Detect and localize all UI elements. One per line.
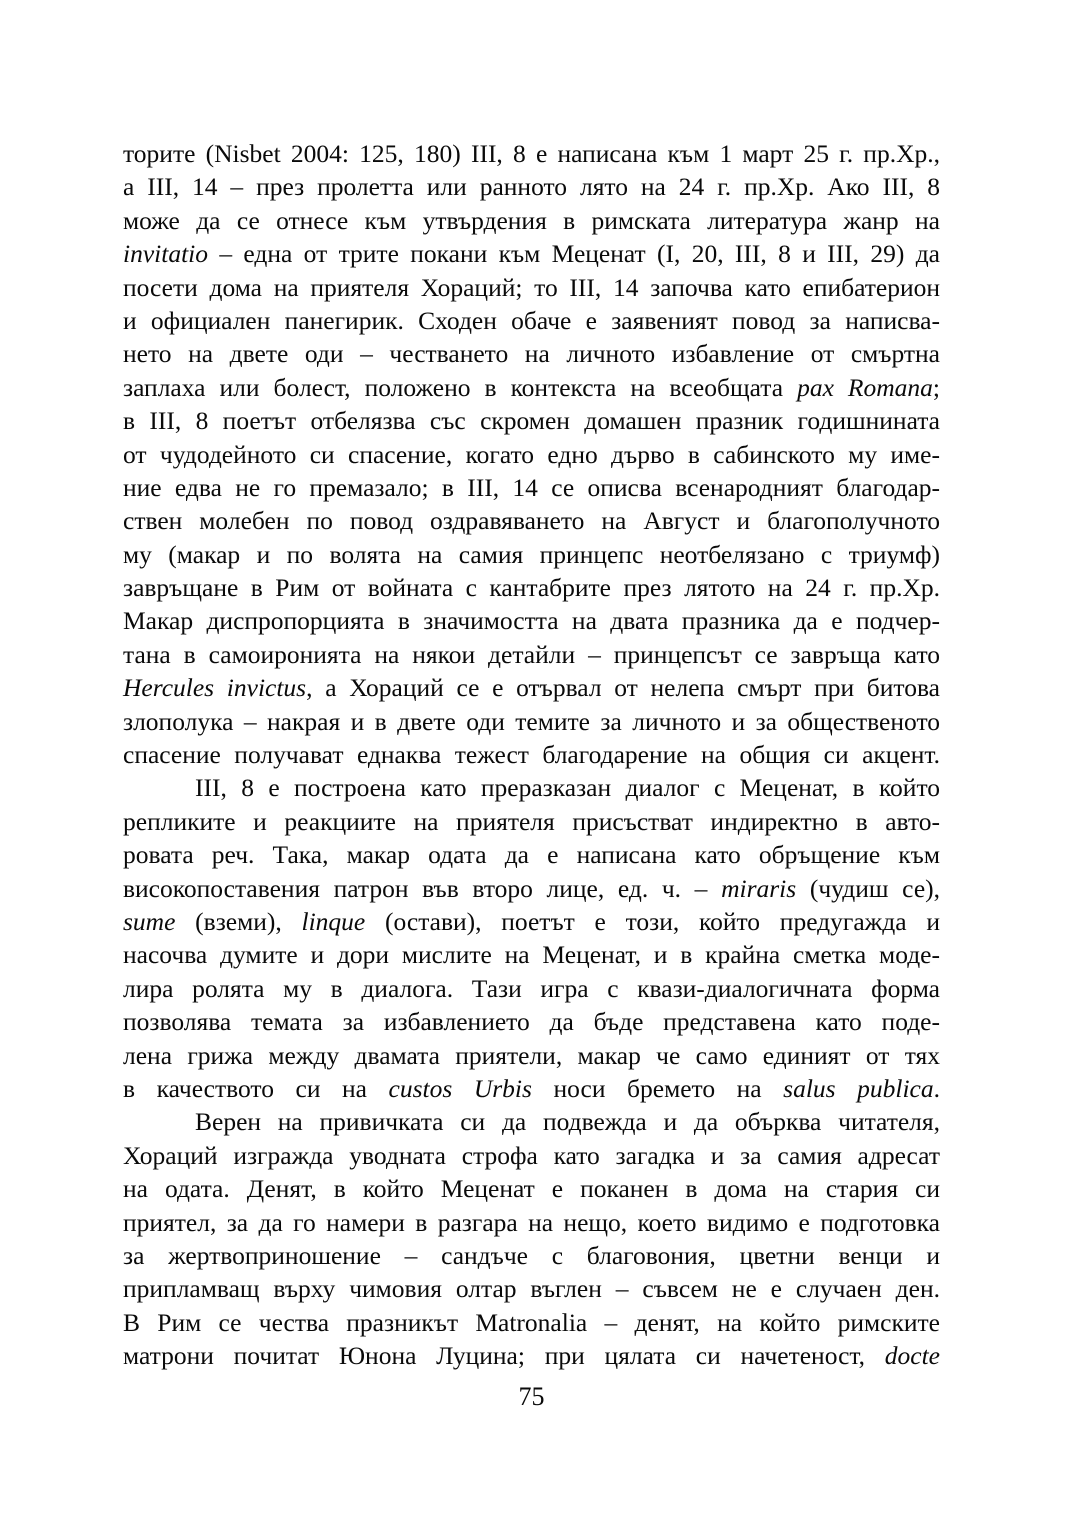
text-segment: позволява темата за избавлението да бъде представена като поде- <box>123 1007 940 1037</box>
text-line-content <box>123 406 940 435</box>
text-line <box>123 1005 940 1038</box>
italic-phrase: linque <box>301 906 366 936</box>
text-line-content <box>123 139 940 168</box>
text-line <box>123 1206 940 1239</box>
text-segment: Верен на привичката си да подвежда и да обърква читателя, <box>195 1107 940 1137</box>
text-line <box>123 538 940 571</box>
text-line <box>123 271 940 304</box>
text-segment: III, 8 е построена като преразказан диалог с Меценат, в който <box>195 773 940 803</box>
text-segment: носи бремето на <box>531 1073 784 1103</box>
text-line <box>123 471 940 504</box>
text-segment: заплаха или болест, положено в контекста на всеобщата <box>123 372 798 402</box>
text-line <box>123 237 940 270</box>
text-line-content <box>123 573 940 602</box>
text-line <box>123 1139 940 1172</box>
text-line <box>123 838 940 871</box>
text-line-content <box>123 840 940 869</box>
text-segment: торите (Nisbet 2004: 125, 180) III, 8 е написана към 1 март 25 г. пр.Хр., <box>123 139 940 168</box>
text-line <box>123 805 940 838</box>
text-line <box>123 438 940 471</box>
text-segment: за жертвоприношение – сандъче с благовония, цветни венци и <box>123 1240 940 1270</box>
text-segment: може да се отнесе към утвърдения в римската литература жанр на <box>123 205 940 235</box>
text-line-content <box>123 1341 940 1370</box>
text-line-content <box>123 1174 940 1203</box>
text-line-content <box>123 606 940 635</box>
text-segment: тана в самоиронията на някои детайли – принцепсът се завръща като <box>123 639 940 669</box>
text-segment: му (макар и по волята на самия принцепс неотбелязано с триумф) <box>123 539 940 569</box>
text-line-content <box>195 1107 940 1136</box>
text-segment: ствен молебен по повод оздравяването на Август и благополучното <box>123 506 940 536</box>
text-segment: репликите и реакциите на приятеля присъстват индиректно в авто- <box>123 806 940 836</box>
text-segment: В Рим се чества празникът Matronalia – денят, на който римските <box>123 1307 940 1337</box>
text-segment: а III, 14 – през пролетта или ранното лято на 24 г. пр.Хр. Ако III, 8 <box>123 172 940 202</box>
text-line <box>123 604 940 637</box>
text-line-content <box>123 1007 940 1036</box>
text-line <box>123 771 940 804</box>
page-number: 75 <box>518 1382 545 1411</box>
text-line <box>123 137 940 170</box>
text-segment: злополука – накрая и в двете оди темите за личното и за общественото <box>123 706 940 736</box>
text-segment: Макар диспропорцията в значимостта на двата празника да е подчер- <box>123 606 940 636</box>
text-line <box>123 1339 940 1372</box>
text-segment: ; <box>932 372 940 402</box>
text-line <box>123 170 940 203</box>
text-line <box>123 1239 940 1272</box>
text-line <box>123 404 940 437</box>
text-segment: ние едва не го премазало; в III, 14 се описва всенародният благодар- <box>123 472 940 502</box>
text-line-content <box>123 974 940 1003</box>
text-line-content <box>123 673 940 702</box>
text-segment: лена грижа между двамата приятели, макар че само единият от тях <box>123 1040 940 1070</box>
text-line-content <box>123 339 940 368</box>
text-line <box>123 705 940 738</box>
text-line-content <box>123 1274 940 1303</box>
text-segment: спасение получават еднаква тежест благодарение на общия си акцент. <box>123 740 940 770</box>
text-line-content <box>123 1308 940 1337</box>
text-line <box>123 972 940 1005</box>
text-line-content <box>123 1141 940 1170</box>
italic-phrase: miraris <box>721 873 797 903</box>
text-segment: (вземи), <box>175 906 302 936</box>
text-line-content <box>123 506 940 535</box>
text-line-content <box>123 172 940 201</box>
text-segment: матрони почитат Юнона Луцина; при цялата си начетеност, <box>123 1341 885 1371</box>
text-line <box>123 371 940 404</box>
text-segment: . <box>933 1073 940 1103</box>
text-line <box>123 571 940 604</box>
text-segment: високопоставения патрон във второ лице, ед. ч. – <box>123 873 722 903</box>
text-segment: (остави), поетът е този, който предугажда и <box>365 906 940 936</box>
text-segment: приятел, за да го намери в разгара на нещо, което видимо е подготовка <box>123 1207 940 1237</box>
text-segment: завръщане в Рим от войната с кантабрите през лятото на 24 г. пр.Хр. <box>123 573 940 603</box>
text-segment: Хораций изгражда уводната строфа като загадка и за самия адресат <box>123 1140 940 1170</box>
text-line-content <box>123 707 940 736</box>
text-line-content <box>123 239 940 268</box>
text-line <box>123 504 940 537</box>
text-line-content <box>123 907 940 936</box>
text-segment: припламващ върху чимовия олтар въглен – съвсем не е случаен ден. <box>123 1274 940 1304</box>
text-line-content <box>123 273 940 302</box>
text-segment: лира ролята му в диалога. Тази игра с квази-диалогичната форма <box>123 973 940 1003</box>
text-line <box>123 738 940 771</box>
text-line <box>123 872 940 905</box>
text-line-content <box>123 874 940 903</box>
text-line <box>123 671 940 704</box>
italic-phrase: salus publica <box>783 1073 934 1103</box>
text-segment: , а Хораций се е отървал от нелепа смърт при битова <box>306 673 941 703</box>
text-line <box>123 1272 940 1305</box>
text-segment: от чудодейното си спасение, когато едно дърво в сабинското му име- <box>123 439 940 469</box>
text-line-content <box>123 1074 940 1103</box>
text-line <box>123 337 940 370</box>
text-line <box>123 1172 940 1205</box>
italic-phrase: sume <box>123 906 176 936</box>
text-segment: в III, 8 поетът отбелязва със скромен домашен празник годишнината <box>123 406 940 436</box>
text-line <box>123 304 940 337</box>
text-line-content <box>123 1241 940 1270</box>
text-segment: нето на двете оди – честването на личното избавление от смъртна <box>123 339 940 369</box>
text-line-content <box>195 773 940 802</box>
text-line-content <box>123 373 940 402</box>
italic-phrase: Hercules invictus <box>123 673 307 703</box>
text-segment: на одата. Денят, в който Меценат е поканен в дома на стария си <box>123 1174 940 1204</box>
body-text <box>123 137 940 1372</box>
text-line-content <box>123 473 940 502</box>
text-line-content <box>123 440 940 469</box>
text-line-content <box>123 640 940 669</box>
text-line <box>123 938 940 971</box>
italic-phrase: invitatio <box>123 239 208 269</box>
text-segment: (чудиш се), <box>796 873 940 903</box>
text-line <box>123 638 940 671</box>
text-line <box>123 1072 940 1105</box>
text-segment: ровата реч. Така, макар одата да е написана като обръщение към <box>123 840 940 870</box>
text-line <box>123 1105 940 1138</box>
italic-phrase: docte <box>884 1341 940 1371</box>
text-line-content <box>123 807 940 836</box>
text-line-content <box>123 740 940 769</box>
text-segment: и официален панегирик. Сходен обаче е заявеният повод за написва- <box>123 305 940 335</box>
text-line <box>123 204 940 237</box>
text-line-content <box>123 540 940 569</box>
italic-phrase: pax Romana <box>797 372 933 402</box>
text-line <box>123 905 940 938</box>
text-line <box>123 1306 940 1339</box>
text-line <box>123 1039 940 1072</box>
text-line-content <box>123 306 940 335</box>
italic-phrase: custos Urbis <box>388 1073 532 1103</box>
text-segment: посети дома на приятеля Хораций; то III, 14 започва като епибатерион <box>123 272 940 302</box>
text-segment: – една от трите покани към Меценат (I, 20, III, 8 и III, 29) да <box>208 239 940 269</box>
text-line-content <box>123 940 940 969</box>
text-segment: в качеството си на <box>123 1073 389 1103</box>
text-line-content <box>123 206 940 235</box>
text-line-content <box>123 1041 940 1070</box>
text-line-content <box>123 1208 940 1237</box>
text-segment: насочва думите и дори мислите на Меценат, и в крайна сметка моде- <box>123 940 940 970</box>
